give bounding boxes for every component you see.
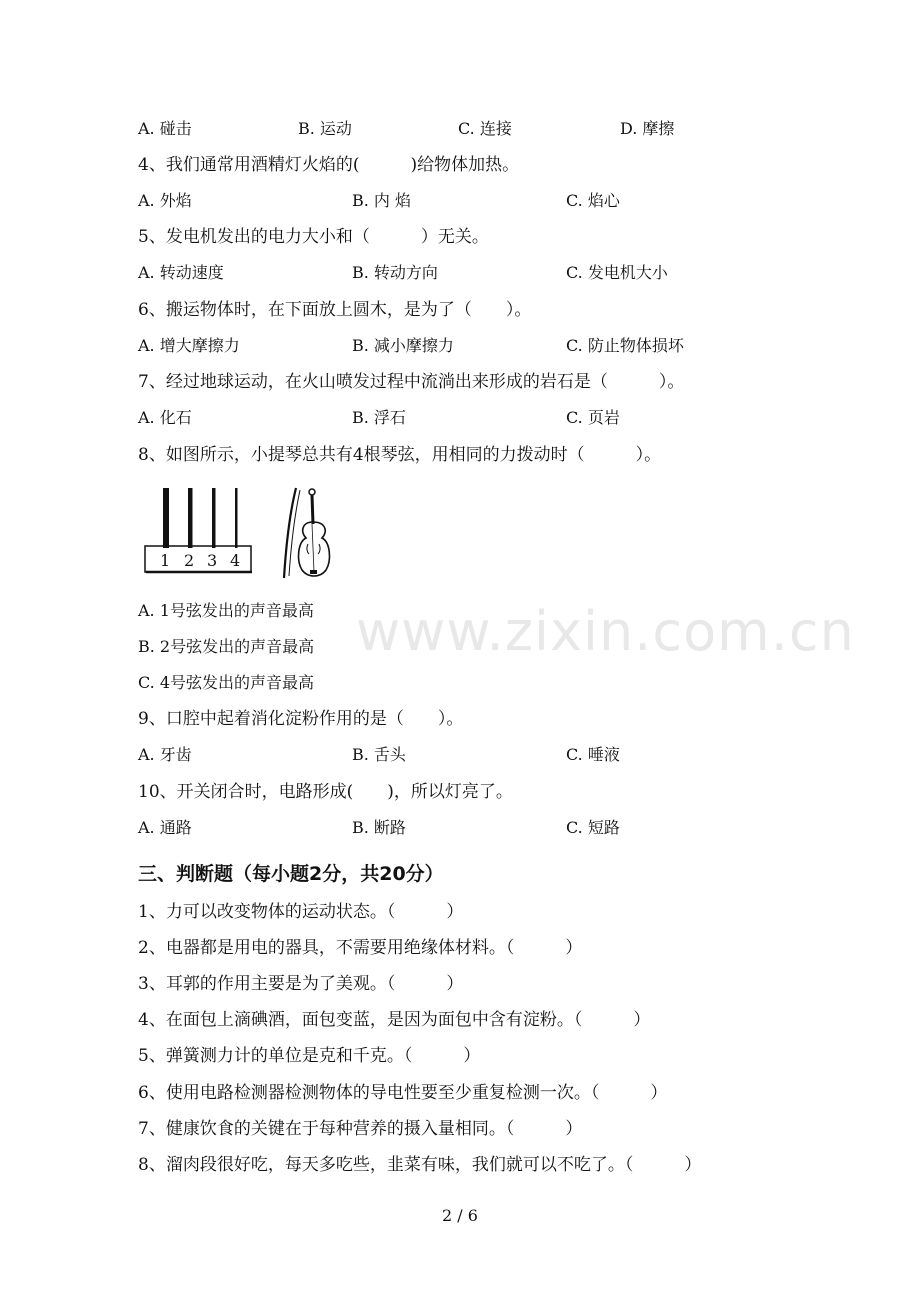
q4-text: 4、我们通常用酒精灯火焰的( )给物体加热。 [138,155,520,175]
judge-item-3: 3、耳郭的作用主要是为了美观。（ ） [138,974,464,994]
q5-text: 5、发电机发出的电力大小和（ ）无关。 [138,227,489,247]
q8-option-b: B. 2号弦发出的声音最高 [138,637,315,656]
q9-option-b: B. 舌头 [352,745,406,764]
violin-scroll [309,489,315,495]
q9-option-a: A. 牙齿 [138,745,192,764]
q8-text: 8、如图所示，小提琴总共有4根琴弦，用相同的力拨动时（ ）。 [138,445,662,465]
q10-option-b: B. 断路 [352,818,406,837]
judge-item-7: 7、健康饮食的关键在于每种营养的摄入量相同。（ ） [138,1119,583,1139]
violin-neck [312,495,313,524]
q6-option-c: C. 防止物体损坏 [566,336,684,355]
q4-option-a: A. 外焰 [138,191,192,210]
q10-option-c: C. 短路 [566,818,620,837]
q3-option-b: B. 运动 [298,119,352,138]
section-heading-judgement: 三、判断题（每小题2分，共20分） [138,863,444,885]
strings-diagram [140,484,258,578]
judge-item-1: 1、力可以改变物体的运动状态。（ ） [138,902,464,922]
q10-text: 10、开关闭合时，电路形成( )，所以灯亮了。 [138,782,513,802]
q8-option-c: C. 4号弦发出的声音最高 [138,673,315,692]
string-4 [235,488,238,548]
q5-option-b: B. 转动方向 [352,263,438,282]
string-label-2: 2 [184,551,195,570]
judge-item-2: 2、电器都是用电的器具，不需要用绝缘体材料。（ ） [138,938,583,958]
q4-option-b: B. 内 焰 [352,191,412,210]
q6-text: 6、搬运物体时，在下面放上圆木，是为了（ ）。 [138,300,532,320]
violin-tailpiece [310,570,317,574]
string-label-1: 1 [160,551,171,570]
page-number: 2 / 6 [442,1206,478,1225]
q8-option-a: A. 1号弦发出的声音最高 [138,601,314,620]
violin-icon [276,486,338,582]
q10-option-a: A. 通路 [138,818,192,837]
judge-item-4: 4、在面包上滴碘酒，面包变蓝，是因为面包中含有淀粉。（ ） [138,1010,651,1030]
string-2 [188,488,193,548]
q6-option-a: A. 增大摩擦力 [138,336,240,355]
judge-item-6: 6、使用电路检测器检测物体的导电性要至少重复检测一次。（ ） [138,1083,668,1103]
q3-option-c: C. 连接 [458,119,512,138]
q7-option-b: B. 浮石 [352,408,406,427]
violin-strings [312,524,314,572]
string-3 [212,488,216,548]
q5-option-a: A. 转动速度 [138,263,224,282]
judge-item-8: 8、溜肉段很好吃，每天多吃些，韭菜有味，我们就可以不吃了。（ ） [138,1155,702,1175]
q3-option-d: D. 摩擦 [620,119,675,138]
q4-option-c: C. 焰心 [566,191,620,210]
violin-f-hole-left [307,544,309,554]
q3-option-a: A. 碰击 [138,119,192,138]
string-label-3: 3 [207,551,218,570]
q7-option-c: C. 页岩 [566,408,620,427]
string-label-4: 4 [230,551,241,570]
q7-option-a: A. 化石 [138,408,192,427]
q5-option-c: C. 发电机大小 [566,263,668,282]
string-1 [163,488,169,548]
judge-item-5: 5、弹簧测力计的单位是克和千克。（ ） [138,1046,481,1066]
violin-f-hole-right [318,544,320,554]
watermark: www.zixin.com.cn [356,600,855,663]
violin-bow-hair [289,490,300,576]
q7-text: 7、经过地球运动，在火山喷发过程中流淌出来形成的岩石是（ ）。 [138,372,685,392]
q9-text: 9、口腔中起着消化淀粉作用的是（ ）。 [138,709,464,729]
q6-option-b: B. 减小摩擦力 [352,336,454,355]
q9-option-c: C. 唾液 [566,745,620,764]
